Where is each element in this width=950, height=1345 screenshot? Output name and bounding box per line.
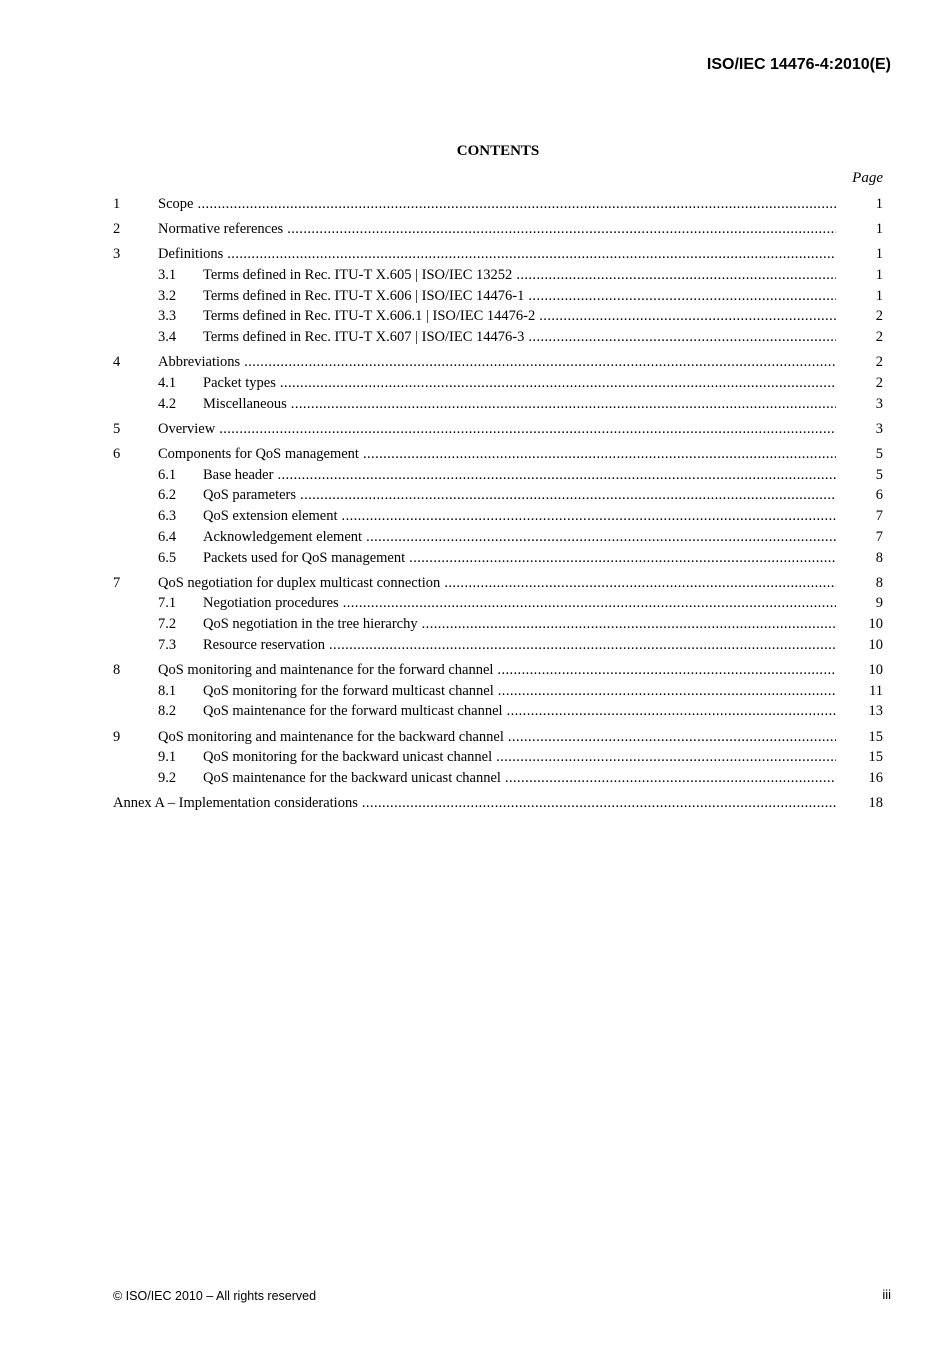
toc-entry-title: Terms defined in Rec. ITU-T X.606 | ISO/IEC 14476-1 .....	[203, 286, 836, 307]
toc-entry-title: QoS monitoring and maintenance for the forward channel .....	[158, 660, 836, 681]
toc-subsection-entry[interactable]	[113, 394, 883, 415]
toc-entry-page: 1	[875, 246, 883, 263]
toc-subsection-entry[interactable]	[113, 614, 883, 635]
table-of-contents	[113, 194, 883, 814]
toc-entry-number: 1	[113, 196, 121, 212]
toc-subsection-entry[interactable]	[113, 548, 883, 569]
toc-entry-page: 1	[875, 287, 883, 304]
toc-entry-number: 6.4	[158, 528, 177, 545]
toc-entry-number: 9	[113, 728, 121, 745]
toc-entry-title: Negotiation procedures .....	[203, 593, 836, 614]
toc-entry-number: 6.3	[158, 508, 177, 525]
toc-entry-title: QoS parameters .....	[203, 485, 836, 506]
toc-entry-number: 4	[113, 354, 121, 371]
toc-entry-page: 2	[875, 354, 883, 371]
toc-entry-title: QoS monitoring for the backward unicast channel .....	[203, 747, 836, 768]
toc-subsection-entry[interactable]	[113, 265, 883, 286]
toc-entry-title: Scope .....	[158, 194, 836, 215]
toc-entry-page: 3	[875, 420, 883, 437]
toc-annex-entry[interactable]	[113, 793, 883, 814]
toc-subsection-entry[interactable]	[113, 306, 883, 327]
toc-entry-number: 3.1	[158, 267, 177, 284]
toc-entry-number: 5	[113, 420, 121, 437]
page-column-label: Page	[852, 170, 883, 186]
toc-entry-number: 8	[113, 661, 121, 678]
toc-entry-page: 10	[868, 661, 883, 678]
toc-entry-page: 18	[868, 795, 883, 812]
toc-entry-page: 10	[868, 636, 883, 653]
toc-entry-title: Resource reservation .....	[203, 635, 836, 656]
toc-entry-title: QoS monitoring and maintenance for the backward channel .....	[158, 727, 836, 748]
footer-page-number: iii	[882, 1287, 891, 1302]
toc-entry-title: Overview .....	[158, 419, 836, 440]
toc-section-entry[interactable]	[113, 219, 883, 240]
toc-entry-page: 2	[875, 329, 883, 346]
toc-entry-number: 6.5	[158, 549, 177, 566]
toc-subsection-entry[interactable]	[113, 768, 883, 789]
toc-entry-page: 15	[868, 728, 883, 745]
toc-section-entry[interactable]	[113, 727, 883, 748]
toc-entry-number: 9.1	[158, 749, 177, 766]
toc-entry-title: Miscellaneous .....	[203, 394, 836, 415]
toc-entry-number: 8.2	[158, 703, 177, 720]
toc-entry-page: 5	[875, 446, 883, 463]
toc-entry-page: 7	[875, 508, 883, 525]
toc-entry-page: 13	[868, 703, 883, 720]
toc-entry-title: QoS maintenance for the forward multicast channel .....	[203, 701, 836, 722]
toc-entry-number: 8.1	[158, 682, 177, 699]
toc-entry-number: 3.4	[158, 329, 177, 346]
toc-entry-number: 6.1	[158, 466, 177, 483]
toc-section-entry[interactable]	[113, 352, 883, 373]
contents-heading: CONTENTS	[456, 143, 540, 159]
toc-entry-number: 4.1	[158, 375, 177, 391]
toc-subsection-entry[interactable]	[113, 747, 883, 768]
toc-entry-number: 9.2	[158, 769, 177, 786]
toc-entry-page: 9	[875, 595, 883, 612]
toc-entry-title: QoS negotiation for duplex multicast connection .....	[158, 573, 836, 594]
toc-entry-title: QoS monitoring for the forward multicast channel .....	[203, 681, 836, 702]
toc-entry-number: 7.3	[158, 636, 177, 653]
toc-entry-page: 5	[875, 466, 883, 483]
document-header-id: ISO/IEC 14476-4:2010(E)	[706, 56, 891, 73]
toc-entry-page: 6	[875, 487, 883, 504]
toc-entry-number: 7.2	[158, 616, 177, 633]
toc-subsection-entry[interactable]	[113, 506, 883, 527]
toc-entry-title: Terms defined in Rec. ITU-T X.607 | ISO/IEC 14476-3 .....	[203, 327, 836, 348]
toc-subsection-entry[interactable]	[113, 286, 883, 307]
toc-section-entry[interactable]	[113, 244, 883, 265]
toc-entry-number: 2	[113, 221, 121, 238]
toc-entry-page: 7	[875, 528, 883, 545]
toc-section-entry[interactable]	[113, 194, 883, 215]
toc-entry-title: Abbreviations .....	[158, 352, 836, 373]
footer-copyright: © ISO/IEC 2010 – All rights reserved	[113, 1289, 317, 1303]
toc-subsection-entry[interactable]	[113, 701, 883, 722]
toc-entry-title: QoS negotiation in the tree hierarchy .....	[203, 614, 836, 635]
toc-subsection-entry[interactable]	[113, 593, 883, 614]
toc-entry-page: 1	[875, 196, 883, 212]
toc-section-entry[interactable]	[113, 573, 883, 594]
toc-entry-page: 2	[875, 308, 883, 325]
toc-entry-number: 7	[113, 574, 121, 591]
toc-subsection-entry[interactable]	[113, 327, 883, 348]
toc-section-entry[interactable]	[113, 419, 883, 440]
toc-entry-title: QoS maintenance for the backward unicast channel .....	[203, 768, 836, 789]
toc-entry-page: 10	[868, 616, 883, 633]
toc-entry-page: 3	[875, 395, 883, 412]
toc-entry-page: 8	[875, 549, 883, 566]
toc-entry-page: 2	[875, 375, 883, 391]
toc-subsection-entry[interactable]	[113, 527, 883, 548]
toc-entry-number: 3.2	[158, 287, 177, 304]
toc-entry-number: 3.3	[158, 308, 177, 325]
toc-entry-title: Base header .....	[203, 465, 836, 486]
toc-entry-page: 11	[869, 682, 883, 699]
toc-entry-number: 6	[113, 446, 121, 463]
toc-subsection-entry[interactable]	[113, 681, 883, 702]
toc-entry-page: 15	[868, 749, 883, 766]
toc-entry-title: Definitions .....	[158, 244, 836, 265]
toc-entry-number: 7.1	[158, 595, 177, 612]
toc-entry-title: QoS extension element .....	[203, 506, 836, 527]
toc-entry-title: Acknowledgement element .....	[203, 527, 836, 548]
toc-entry-page: 1	[875, 221, 883, 238]
toc-entry-title: Terms defined in Rec. ITU-T X.605 | ISO/IEC 13252 .....	[203, 265, 836, 286]
toc-entry-title: Terms defined in Rec. ITU-T X.606.1 | ISO/IEC 14476-2 .....	[203, 306, 836, 327]
toc-entry-title: Packet types .....	[203, 373, 836, 394]
toc-subsection-entry[interactable]	[113, 373, 883, 394]
toc-entry-number: 3	[113, 246, 121, 263]
toc-entry-title: Packets used for QoS management .....	[203, 548, 836, 569]
toc-entry-title: Normative references .....	[158, 219, 836, 240]
toc-subsection-entry[interactable]	[113, 465, 883, 486]
toc-subsection-entry[interactable]	[113, 635, 883, 656]
toc-entry-page: 16	[868, 769, 883, 786]
toc-entry-number: 4.2	[158, 395, 177, 412]
toc-section-entry[interactable]	[113, 660, 883, 681]
toc-subsection-entry[interactable]	[113, 485, 883, 506]
toc-entry-number: 6.2	[158, 487, 177, 504]
toc-entry-page: 8	[875, 574, 883, 591]
toc-section-entry[interactable]	[113, 444, 883, 465]
toc-entry-page: 1	[875, 267, 883, 284]
toc-entry-title: Components for QoS management .....	[158, 444, 836, 465]
toc-entry-title: Annex A – Implementation considerations .....	[113, 793, 836, 814]
